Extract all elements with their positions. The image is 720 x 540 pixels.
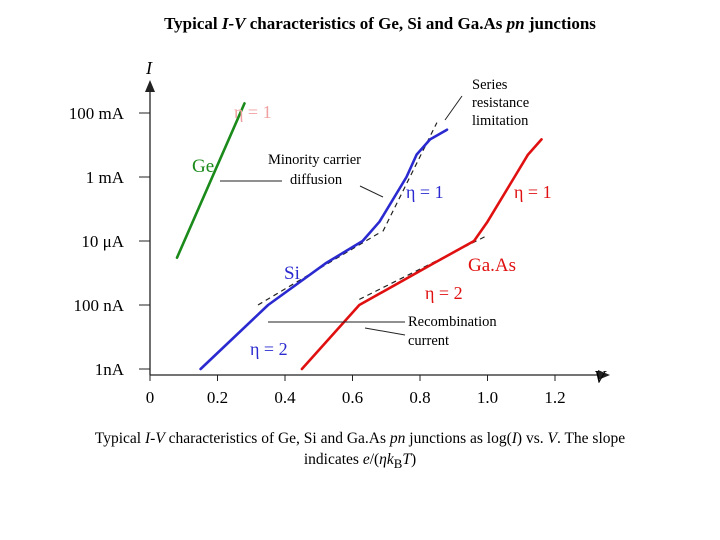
caption-e: e [362,451,370,468]
si-series-label: Si [284,263,300,284]
y-tick-label: 1 mA [85,168,124,187]
figure-caption [20,428,700,474]
recombination-label-1: Recombination [408,314,497,330]
x-tick-label: 1.0 [476,388,499,407]
title-text-mid: characteristics of Ge, Si and Ga.As [245,14,507,33]
gaas-eta1-label: η = 1 [514,182,552,202]
gaas-series-label: Ga.As [468,255,517,276]
si-eta2-label: η = 2 [250,339,288,359]
y-axis-arrow [145,80,155,92]
caption-i: I [511,430,517,447]
caption-text-3: junctions as log( [405,430,512,447]
caption-text-2: characteristics of Ge, Si and Ga.As [164,430,390,447]
title-text-post: junctions [524,14,596,33]
y-tick-label: 1nA [94,360,124,379]
leader-series [445,96,462,120]
caption-eta-k: ηk [379,451,394,468]
caption-sub-b: B [393,456,403,472]
series-resistance-label-3: limitation [472,113,529,129]
x-tick-label: 0.4 [274,388,296,407]
x-tick-label: 0 [145,388,155,407]
caption-text-6: indicates [303,451,363,468]
series-resistance-label-2: resistance [472,95,530,111]
caption-text: Typical [94,430,145,447]
x-tick-label: 0.8 [409,388,431,407]
ge-eta-label: η = 1 [234,102,272,122]
caption-iv: I-V [145,430,165,447]
minority-label-2: diffusion [290,172,343,188]
caption-text-7: /( [369,451,380,468]
x-tick-label: 1.2 [544,388,566,407]
title-text: Typical [164,14,222,33]
y-tick-label: 100 nA [73,296,124,315]
caption-v: V [547,430,557,447]
title-iv: I-V [221,14,246,33]
caption-text-5: . The slope [556,430,626,447]
si-eta1-label: η = 1 [406,182,444,202]
gaas-eta2-label: η = 2 [425,283,463,303]
x-tick-label: 0.2 [206,388,229,407]
series-resistance-label-1: Series [472,77,508,93]
caption-text-4: ) vs. [516,430,548,447]
x-axis-label: V [594,367,605,387]
minority-label-1: Minority carrier [268,152,362,168]
leader-recomb-2 [365,328,405,335]
x-tick-label: 0.6 [341,388,364,407]
leader-minority-2 [360,186,383,197]
caption-pn: pn [389,430,406,447]
y-tick-label: 10 μA [81,232,124,251]
y-axis-label: I [146,58,152,78]
caption-text-8: ) [410,451,417,468]
caption-t: T [402,451,411,468]
recombination-label-2: current [408,333,450,349]
ge-series-label: Ge [192,156,215,177]
title-pn: pn [506,14,525,33]
y-tick-label: 100 mA [68,104,124,123]
